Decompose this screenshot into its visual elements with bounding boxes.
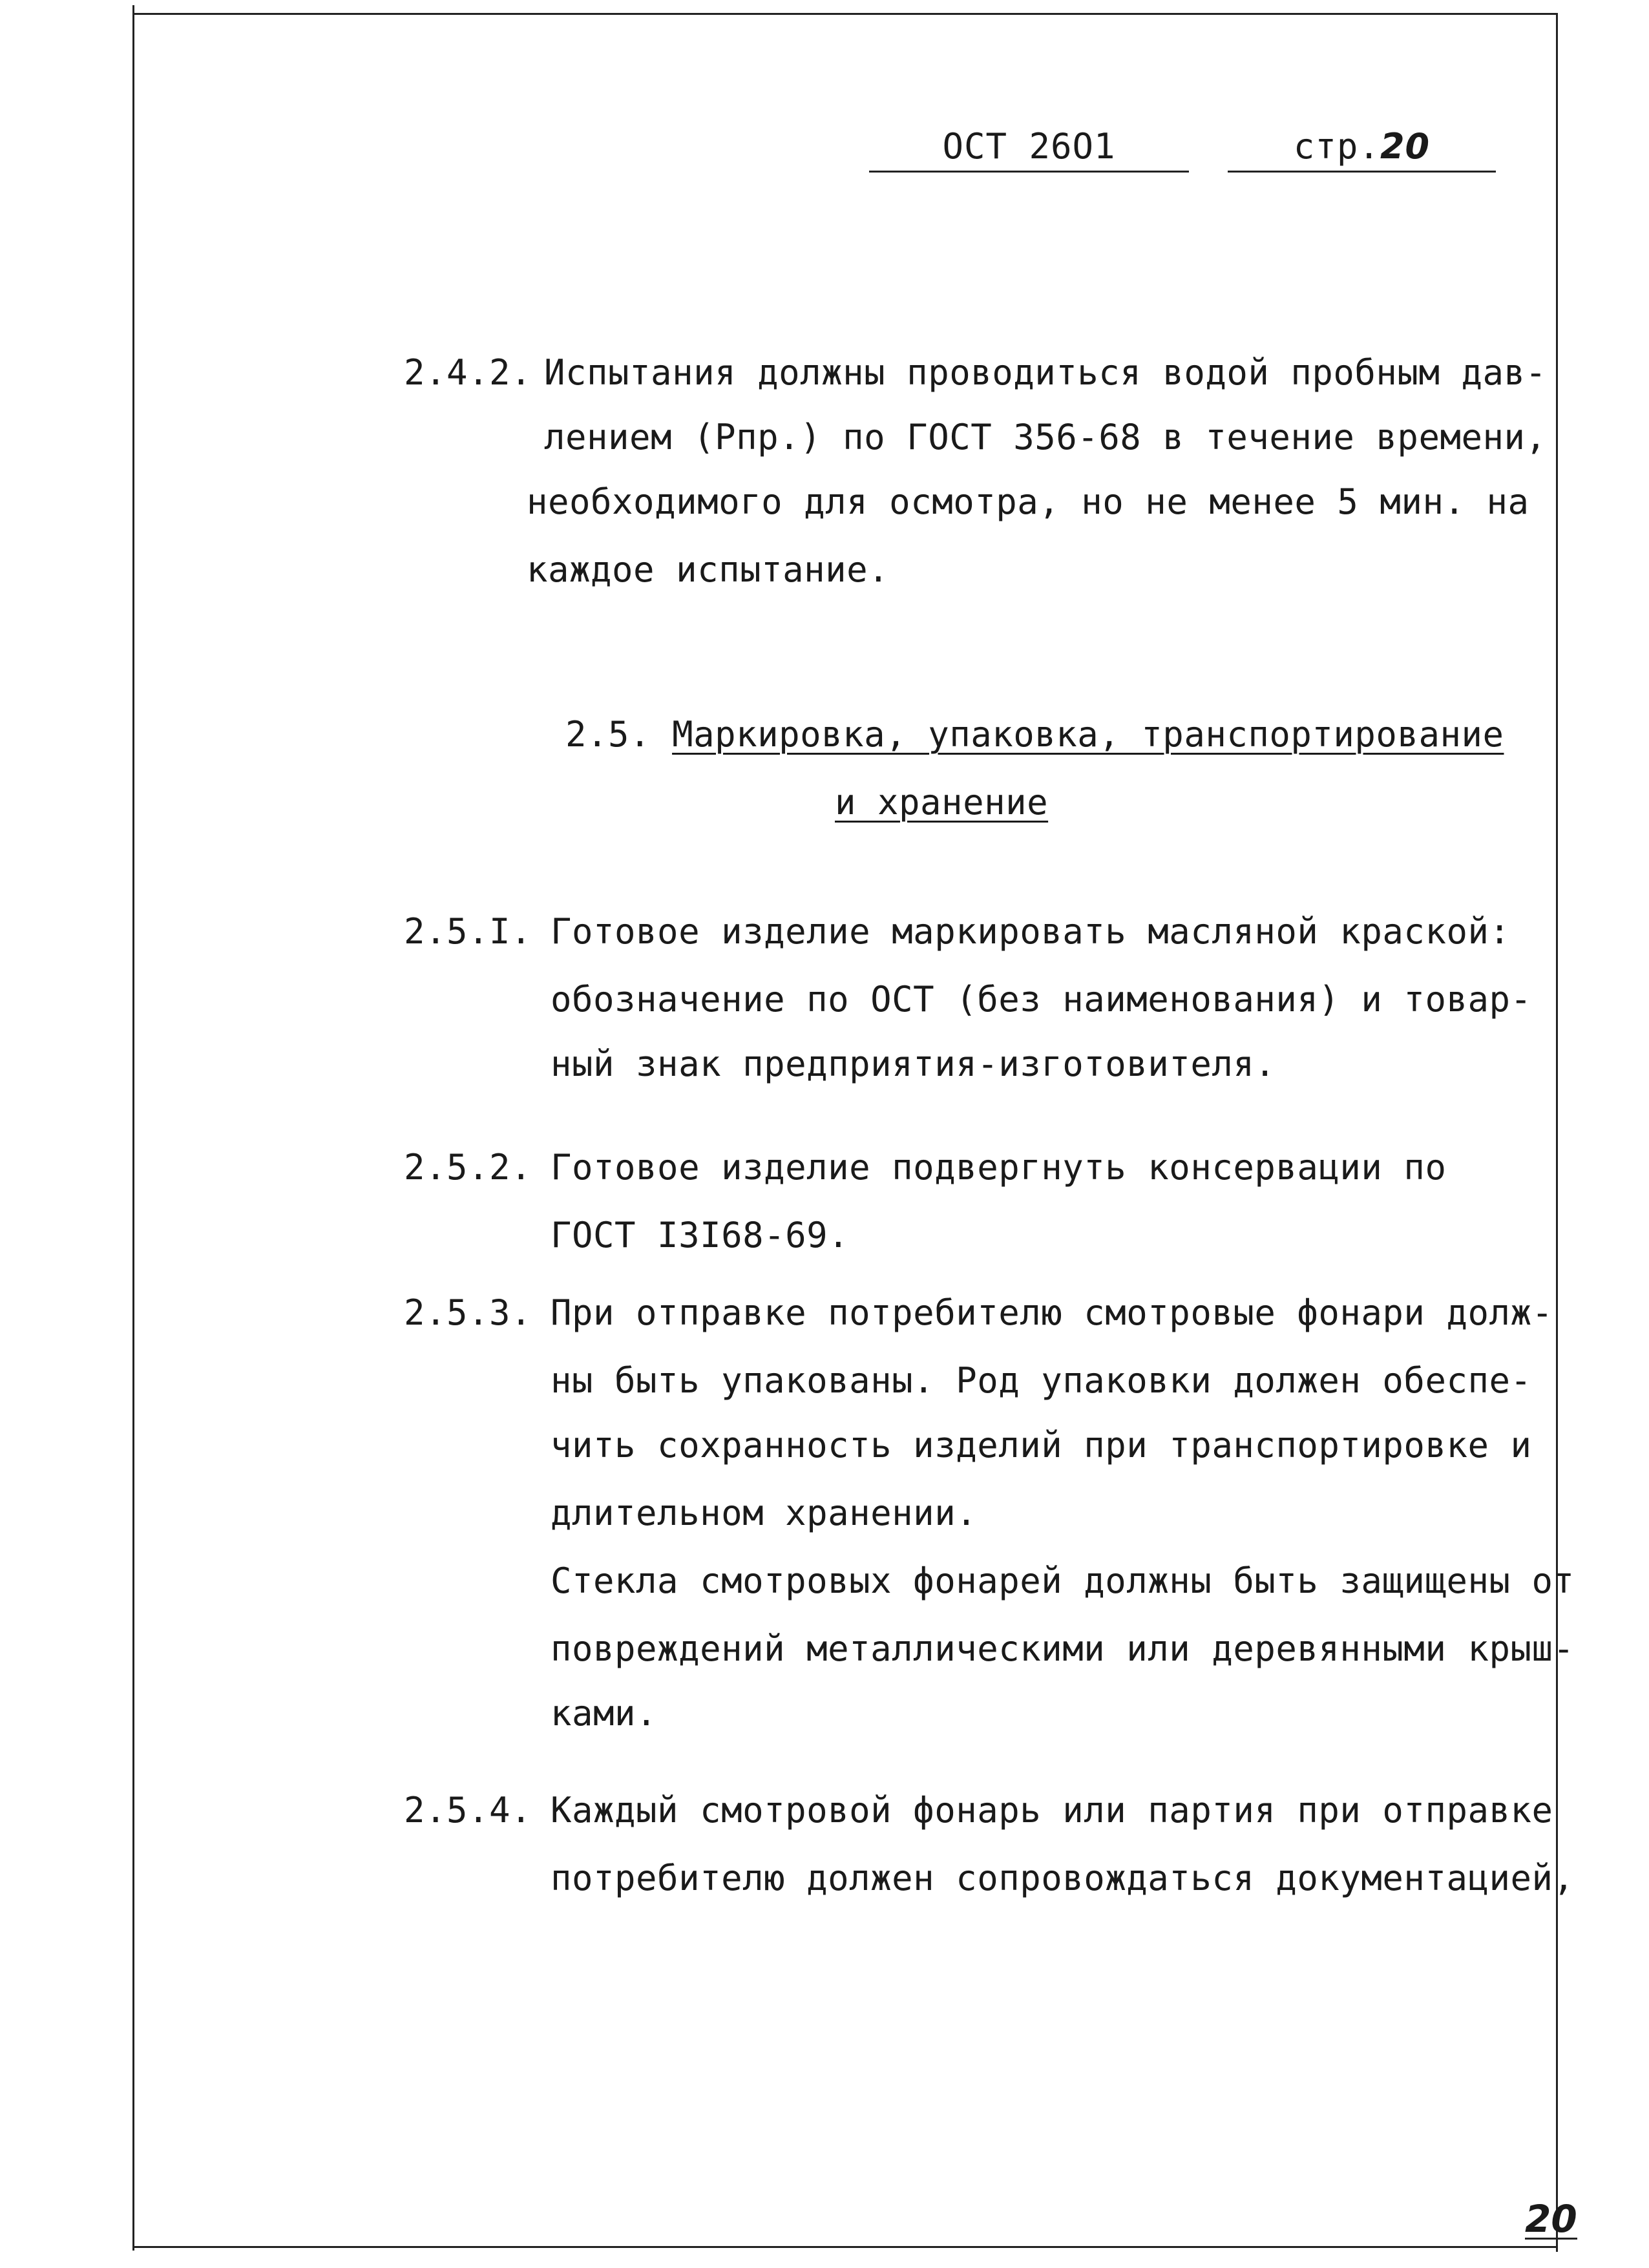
section-title-line2: и хранение	[835, 782, 1049, 823]
clause-line: Готовое изделие маркировать масляной краской:	[551, 911, 1511, 952]
section-heading	[565, 714, 1504, 755]
standard-designation: ОСТ 26О1	[869, 126, 1189, 173]
clause-number: 2.5.2.	[404, 1147, 532, 1188]
clause-line: Готовое изделие подвергнуть консервации по	[551, 1147, 1447, 1188]
clause-line: необходимого для осмотра, но не менее 5 мин. на	[527, 481, 1529, 522]
clause-line: лением (Рпр.) по ГОСТ 356-68 в течение времени,	[544, 417, 1547, 457]
section-heading-line2	[835, 782, 1048, 823]
page-frame-top	[132, 13, 1557, 15]
page-number: 20	[1380, 126, 1431, 167]
page-number-field	[1228, 126, 1496, 173]
clause-line: обозначение по ОСТ (без наименования) и товар-	[551, 979, 1532, 1020]
clause-line: ный знак предприятия-изготовителя.	[551, 1044, 1276, 1084]
clause-number: 2.5.3.	[404, 1292, 532, 1333]
clause-line: ны быть упакованы. Род упаковки должен обеспе-	[551, 1360, 1532, 1401]
sheet-number: 20	[1525, 2197, 1577, 2241]
clause-line: При отправке потребителю смотровые фонари долж-	[551, 1292, 1553, 1333]
page-frame-left	[132, 5, 134, 2251]
page-frame-right	[1556, 13, 1558, 2252]
page-frame-bottom	[132, 2246, 1557, 2248]
clause-line: ками.	[551, 1693, 658, 1734]
clause-line: потребителю должен сопровождаться документацией,	[551, 1858, 1575, 1898]
clause-number: 2.5.I.	[404, 911, 532, 952]
clause-number: 2.4.2.	[404, 352, 532, 393]
clause-number: 2.5.4.	[404, 1790, 532, 1831]
clause-line: Каждый смотровой фонарь или партия при отправке	[551, 1790, 1553, 1831]
clause-line: Испытания должны проводиться водой пробным дав-	[544, 352, 1547, 393]
clause-line: Стекла смотровых фонарей должны быть защищены от	[551, 1560, 1575, 1601]
clause-line: чить сохранность изделий при транспортировке и	[551, 1425, 1532, 1465]
section-number: 2.5.	[565, 714, 651, 755]
clause-line: длительном хранении.	[551, 1493, 978, 1533]
page-label: стр.	[1293, 126, 1380, 167]
section-title-line1: Маркировка, упаковка, транспортирование	[672, 714, 1504, 755]
clause-line: каждое испытание.	[527, 549, 890, 590]
clause-line: повреждений металлическими или деревянными крыш-	[551, 1628, 1575, 1669]
clause-line: ГОСТ I3I68-69.	[551, 1215, 850, 1255]
